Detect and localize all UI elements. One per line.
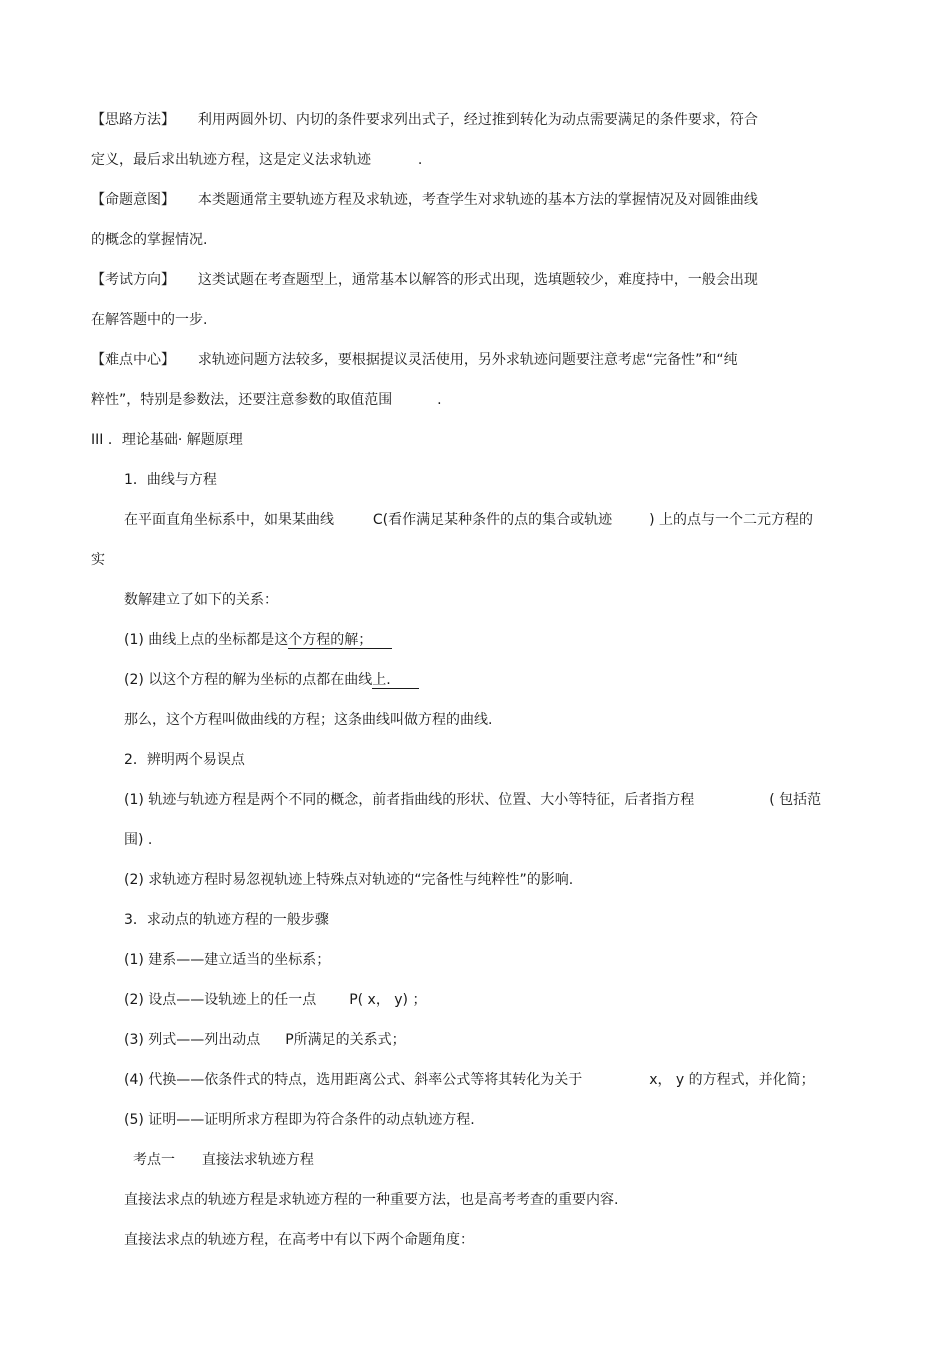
s3-item-3: (3) 列式——列出动点 P所满足的关系式； bbox=[124, 1032, 406, 1048]
s3-item-5: (5) 证明——证明所求方程即为符合条件的动点轨迹方程. bbox=[124, 1112, 475, 1128]
silu-paragraph-line1 bbox=[91, 110, 758, 130]
nandian-label: 【难点中心】 bbox=[91, 352, 175, 368]
s2-item-1-line1: (1) 轨迹与轨迹方程是两个不同的概念，前者指曲线的形状、位置、大小等特征，后者指方程 ( 包括范 bbox=[124, 792, 822, 808]
s2-item-1-line2: 围) . bbox=[124, 832, 153, 848]
kaodian-paragraph-2: 直接法求点的轨迹方程，在高考中有以下两个命题角度： bbox=[124, 1232, 474, 1248]
mingti-paragraph-line1: 【命题意图】 本类题通常主要轨迹方程及求轨迹，考查学生对求轨迹的基本方法的掌握情况及对圆锥曲线 bbox=[91, 192, 758, 208]
s1-paragraph-line2: 实 bbox=[91, 552, 105, 568]
subsection-2-title: 2．辨明两个易误点 bbox=[124, 752, 245, 768]
silu-text: 利用两圆外切、内切的条件要求列出式子，经过推到转化为动点需要满足的条件要求，符合 bbox=[197, 112, 758, 128]
s2-item-2: (2) 求轨迹方程时易忽视轨迹上特殊点对轨迹的“完备性与纯粹性”的影响. bbox=[124, 872, 574, 888]
nandian-paragraph-line2: 粹性”，特别是参数法，还要注意参数的取值范围 . bbox=[91, 392, 442, 408]
s3-item-4: (4) 代换——依条件式的特点，选用距离公式、斜率公式等将其转化为关于 x， y 的方程式，并化简； bbox=[124, 1072, 815, 1088]
kaodian-heading bbox=[133, 1150, 314, 1170]
s1-item-2: (2) 以这个方程的解为坐标的点都在曲线上. bbox=[124, 670, 419, 690]
kaodian-paragraph-1: 直接法求点的轨迹方程是求轨迹方程的一种重要方法，也是高考考查的重要内容. bbox=[124, 1192, 619, 1208]
fill-blank-2: 上. bbox=[372, 672, 418, 689]
kaoshi-label: 【考试方向】 bbox=[91, 272, 175, 288]
silu-label: 【思路方法】 bbox=[91, 112, 175, 128]
s1-item-1: (1) 曲线上点的坐标都是这个方程的解； bbox=[124, 630, 392, 650]
s1-paragraph-line3: 数解建立了如下的关系： bbox=[124, 592, 278, 608]
section-title: III ．理论基础· 解题原理 bbox=[91, 432, 243, 448]
silu-paragraph-line2: 定义，最后求出轨迹方程，这是定义法求轨迹 . bbox=[91, 152, 423, 168]
kaoshi-paragraph-line1: 【考试方向】 这类试题在考查题型上，通常基本以解答的形式出现，选填题较少，难度持中，一般会出现 bbox=[91, 272, 758, 288]
kaodian-label: 考点一 bbox=[133, 1152, 175, 1168]
s1-paragraph-line1: 在平面直角坐标系中，如果某曲线 C(看作满足某种条件的点的集合或轨迹 ) 上的点与一个二元方程的 bbox=[124, 512, 813, 528]
fill-blank-1: 个方程的解； bbox=[288, 632, 392, 649]
mingti-label: 【命题意图】 bbox=[91, 192, 175, 208]
mingti-paragraph-line2: 的概念的掌握情况. bbox=[91, 232, 208, 248]
s3-item-2: (2) 设点——设轨迹上的任一点 P( x， y) ； bbox=[124, 992, 427, 1008]
kaoshi-paragraph-line2: 在解答题中的一步. bbox=[91, 312, 208, 328]
subsection-3-title: 3．求动点的轨迹方程的一般步骤 bbox=[124, 912, 329, 928]
kaodian-title: 直接法求轨迹方程 bbox=[201, 1152, 314, 1168]
subsection-1-title: 1．曲线与方程 bbox=[124, 472, 217, 488]
s1-conclusion: 那么，这个方程叫做曲线的方程；这条曲线叫做方程的曲线. bbox=[124, 712, 493, 728]
nandian-paragraph-line1: 【难点中心】 求轨迹问题方法较多，要根据提议灵活使用，另外求轨迹问题要注意考虑“完备性”和“纯 bbox=[91, 352, 738, 368]
s3-item-1: (1) 建系——建立适当的坐标系； bbox=[124, 952, 331, 968]
